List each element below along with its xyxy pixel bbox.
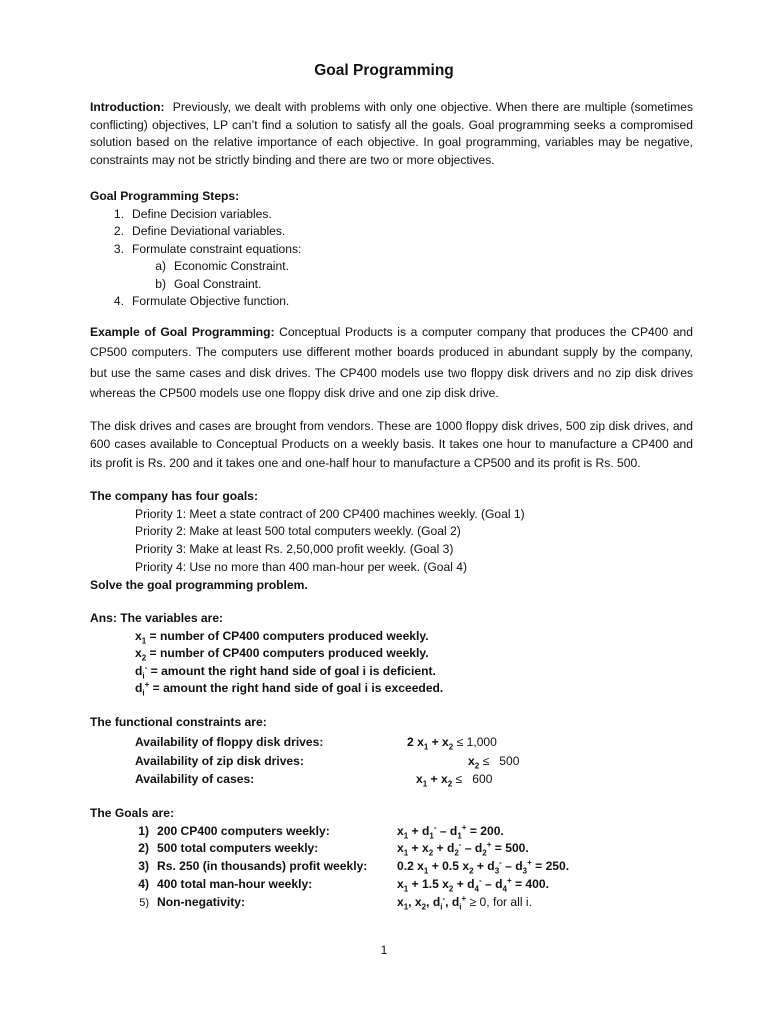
goal-row: 1) 200 CP400 computers weekly: [138,823,330,838]
step-item: 2. Define Deviational variables. [113,224,286,238]
intro-heading: Introduction: [90,100,165,114]
constraint-label: Availability of cases: [135,772,255,786]
goal-row: 4) 400 total man-hour weekly: [138,876,313,891]
solve-statement: Solve the goal programming problem. [90,577,308,592]
goal-equation: $x_1 + x_2 + d_2^- - d_2^+ = 500$. [397,840,529,858]
constraint-label: Availability of floppy disk drives: [135,735,324,749]
intro-section [90,99,693,169]
goals-intro-heading: The company has four goals: [90,489,258,503]
priority-item: Priority 2: Make at least 500 total computers weekly. (Goal 2) [135,524,461,539]
example-text-2: The disk drives and cases are brought from vendors. These are 1000 floppy disk drives, 500 zip disk drives, and 600 cases available to Conceptual Products on a weekly basis. It takes one hour to manufacture a CP400 and its profit is Rs. 200 and it takes one and one-half hour to manufacture a CP500 and its profit is Rs. 500. [90,419,693,470]
goal-equation: $x_1 + 1.5$ $x_2 + d_4^- - d_4^+ = 400$. [397,875,549,894]
constraint-expression: 2 $x_1 + x_2 \le 1,000$ [407,735,497,752]
constraints-heading: The functional constraints are: [90,715,267,729]
goal-row: 3) Rs. 250 (in thousands) profit weekly: [138,859,368,874]
goal-equation: $x_1$, $x_2$, $d_i^-$, $d_i^+ \ge 0$, for all i. [397,893,532,911]
variable-definition: $d_i^-$ = amount the right hand side of goal i is deficient. [135,662,436,680]
step-item: 4. Formulate Objective function. [113,294,290,308]
goals-heading: The Goals are: [90,806,175,820]
goal-row: 2) 500 total computers weekly: [138,841,319,856]
variable-definition: $x_2$ = number of CP400 computers produced weekly. [135,646,429,663]
example-paragraph [90,322,693,403]
step-item: 3. Formulate constraint equations: [113,241,302,256]
variable-definition: $x_1$ = number of CP400 computers produced weekly. [135,628,429,645]
example-text: Conceptual Products is a computer company that produces the CP400 and CP500 computers. The computers use different mother boards produced in abundant supply by the company, but use the same cases and disk drives. The CP400 models use two floppy disk drivers and no zip disk drives whereas the CP500 models use one floppy disk drive and one zip disk drive. [90,325,693,400]
intro-text: Previously, we dealt with problems with only one objective. When there are multiple (sometimes conflicting) objectives, LP can’t find a solution to satisfy all the goals. Goal programming seeks a compromised solution based on the relative importance of each objective. In goal programming, variables may be negative, constraints may not be strictly binding and there are two or more objectives. [90,100,693,167]
example-section [90,322,693,403]
priority-item: Priority 1: Meet a state contract of 200 CP400 machines weekly. (Goal 1) [135,506,525,521]
step-subitem: b) Goal Constraint. [155,276,262,291]
page-title: Goal Programming [314,62,454,79]
goal-equation: $x_1 + d_1^- - d_1^+ = 200$. [397,822,504,841]
intro-paragraph [90,99,693,169]
example-heading: Example of Goal Programming: [90,325,275,339]
constraint-expression: $x_1 + x_2$ ≤ 600 [416,772,493,789]
step-subitem: a) Economic Constraint. [155,259,289,273]
goal-row: 5) Non-negativity: [139,894,246,909]
constraint-expression: $x_2$ ≤ 500 [468,753,520,770]
priority-item: Priority 4: Use no more than 400 man-hour per week. (Goal 4) [135,559,468,574]
variable-definition: $d_i^+$ = amount the right hand side of goal i is exceeded. [135,679,444,698]
step-item: 1. Define Decision variables. [113,206,272,221]
steps-heading: Goal Programming Steps: [90,189,240,203]
example-paragraph-2 [90,417,693,472]
page-number: 1 [380,943,388,957]
constraint-label: Availability of zip disk drives: [135,753,304,768]
goal-equation: 0.2 $x_1 + 0.5$ $x_2 + d_3^- - d_3^+ = 250$. [397,858,570,876]
priority-item: Priority 3: Make at least Rs. 2,50,000 profit weekly. (Goal 3) [135,542,454,557]
answer-heading: Ans: The variables are: [90,611,224,625]
